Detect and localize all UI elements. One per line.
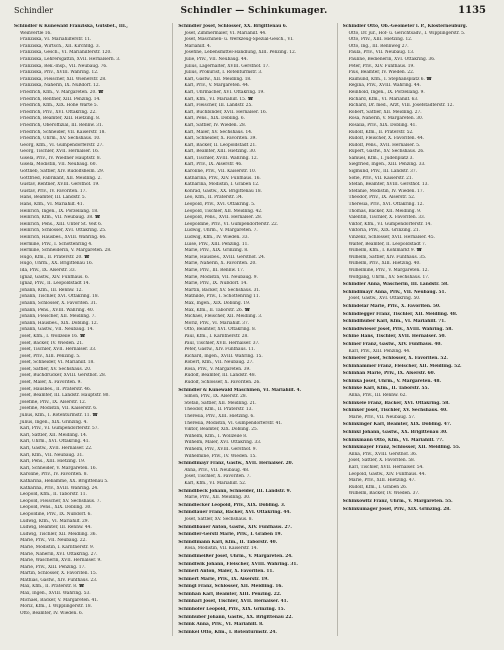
- directory-heading-entry: Schink Anna, Priv., VI. Mariahilf. 8.: [178, 622, 264, 628]
- directory-entry: Weinvertle 16.: [20, 30, 52, 36]
- directory-entry: Rudolf, Beamter, III. Landstr. 48.: [184, 373, 256, 379]
- directory-entry: Leopold, Gastw., XIV. Fünfhaus. 44.: [348, 471, 426, 477]
- directory-entry: Josef, Buchdrucker, XVIII. Gersthof. 28.: [20, 373, 107, 379]
- directory-entry: Siegfried, Ingen., XIII. Penzing. 33.: [348, 162, 426, 168]
- directory-entry: Leopold, Fleischer, XV. Sechshaus. 7.: [20, 498, 101, 504]
- directory-heading-entry: Schindler Josef, Schlosser, XX. Brigittenau 6.: [178, 24, 288, 29]
- directory-entry: Josef, Tischler, XVII. Hernalser. 33.: [20, 347, 97, 353]
- directory-entry: Rudolf, Kfm., II. Praterstr. 52.: [348, 129, 414, 135]
- directory-heading-entry: Schinkmayer Franz, Schlosser, XII. Meidling. 55.: [342, 445, 461, 451]
- directory-entry: Julius, Lagerhalter, XVIII. Gersthof. 17.: [184, 63, 270, 69]
- directory-heading-entry: Schindlhuber Karl, Kfm., VI. Mariahilf. 71.: [342, 319, 446, 325]
- directory-entry: Gisela, Priv., IV. Wiedner Hauptstr. 8.: [20, 155, 101, 161]
- directory-entry: Mathilde, Priv., I. Schottenring 11.: [184, 294, 260, 300]
- directory-entry: Pauline, Bedienerin, XVI. Ottakring. 36.: [348, 56, 436, 62]
- directory-entry: Leopoldine, Priv., VI. Gumpendorferstr. 22.: [184, 221, 279, 227]
- directory-entry: Marie, Priv., XIII. Hietzing. 47.: [348, 478, 416, 484]
- directory-heading-entry: Schinhofer Leopold, Priv., XIX. Grinzing. 15.: [178, 607, 286, 613]
- directory-entry: Regina, Priv., XVIII. Währing. 44.: [348, 83, 421, 89]
- directory-entry: Viktoria, Priv., XIX. Grinzing. 21.: [348, 228, 420, 234]
- directory-entry: Josef, Sattler, XV. Sechshaus. 20.: [20, 366, 92, 372]
- directory-entry: Karl, Tischler, XVIII. Währing. 12.: [184, 155, 258, 161]
- directory-entry: Karl, Schneider, V. Margareten. 16.: [20, 465, 97, 471]
- directory-heading-entry: Schinkumager Josef, Priv., XIX. Grinzing. 28.: [342, 506, 451, 512]
- column-1: [14, 23, 165, 636]
- directory-heading-entry: Schinhuber Johann, Gastw., XX. Brigittenau 22.: [178, 614, 293, 620]
- directory-entry: Gisela, Modistin, VII. Neubaug. 60.: [20, 162, 97, 168]
- directory-entry: Friedrich, Schneider, VII. Kaiserstr. 18.: [20, 129, 106, 135]
- directory-entry: Otto, Beamter, IV. Wieden. 6.: [20, 610, 84, 616]
- directory-entry: Theodor, Kfm., II. Praterstr. 13.: [184, 407, 253, 413]
- directory-entry: Karl, Uhrmacher, XVI. Ottakring. 19.: [184, 89, 265, 95]
- directory-entry: Karoline, Priv., VII. Kaiserstr. 10.: [184, 169, 257, 175]
- header-left-word: Schindler: [14, 6, 54, 15]
- directory-heading-entry: Schinke Karl, Kfm., II. Taborstr. 55.: [342, 386, 429, 392]
- directory-entry: Karl, Tischler, XVII. Hernalser. 54.: [348, 465, 424, 470]
- directory-entry: Hermine, Schneiderin, V. Margareten. 28.: [20, 248, 112, 254]
- directory-heading-entry: Schinkele Franz, Bäcker, XVI. Ottakring. 58.: [342, 400, 450, 406]
- directory-entry: Marie, Priv., III. Rennw. 17.: [184, 267, 245, 273]
- directory-heading-entry: Schindelar Marie, Priv., X. Favoriten. 50.: [342, 303, 441, 309]
- directory-entry: Viktor, Kfm., VI. Gumpendorferstr. 14.: [348, 221, 432, 227]
- directory-entry: Hans, Beamter, III. Landstr. 5.: [20, 195, 87, 201]
- page-header: [14, 6, 494, 20]
- directory-entry: Josef, Priv., XIII. Penzing. 5.: [20, 353, 81, 359]
- directory-entry: Josef, Maschinen- u. Werkzeug-Spezial-Gesch., VI.: [184, 37, 294, 43]
- directory-entry: Leopoldine, Priv., IX. Nußdorf. 6.: [20, 511, 92, 517]
- directory-heading-entry: Schinerl Anton, Maler, X. Favoriten. 11.: [178, 569, 274, 575]
- directory-entry: Georg, Kfm., VI. Gumpendorferstr. 27.: [20, 142, 104, 148]
- directory-entry: Anna, Priv., XVIII. Gersthof. 36.: [348, 451, 418, 457]
- directory-entry: Karl, Buchbinder, XVII. Hernalser. 16.: [184, 109, 268, 115]
- directory-heading-entry: Schinka Josef, Uhrm., V. Margareten. 48.: [342, 378, 441, 384]
- directory-entry: Franziska, Gesch., VI. Mariahilferstr. 120.: [20, 50, 112, 56]
- page-number: 1135: [458, 5, 486, 16]
- directory-entry: Katharina, Modistin, I. Graben 12.: [184, 182, 260, 188]
- directory-entry: Karl, Sattler, IV. Wieden. 28.: [184, 122, 247, 128]
- directory-entry: Karl, Priv., VI. Gumpendorferstr. 57.: [20, 426, 99, 432]
- directory-heading-entry: Schiner Franz, Gastw., XIV. Fünfhaus. 40.: [342, 341, 442, 347]
- directory-entry: Marie, Modistin, I. Kärntnerstr. 9.: [20, 544, 95, 550]
- directory-heading-entry: Schindler & Kunewald Franziska, Gutsbef., III.,: [14, 24, 128, 29]
- directory-entry: Karoline, Priv., IV. Favoriten. 8.: [20, 472, 88, 478]
- directory-entry: Karl, Bäcker, II. Leopoldstadt 21.: [184, 142, 257, 148]
- directory-entry: Wolfgang, Uhrm., XV. Sechshaus. 17.: [348, 274, 430, 280]
- directory-entry: Marie, Wäscherin, XVII. Hernalser. 9.: [20, 558, 102, 564]
- directory-entry: Josef, Tischler, X. Favoriten. 7.: [184, 474, 251, 480]
- directory-entry: Pius, Beamter, IV. Wieden. 22.: [348, 70, 415, 76]
- directory-entry: Theodor, Priv., IX. Alserstr. 52.: [348, 195, 416, 201]
- directory-entry: Ludwig, Kfm., VI. Mariahilf. 29.: [20, 518, 89, 524]
- directory-entry: Gustav, Rentner, XVIII. Gersthof. 19.: [20, 182, 100, 188]
- directory-heading-entry: Schinhan Marie, Priv., IX. Alserstr. 60.: [342, 371, 436, 377]
- directory-entry: Moriz, Kfm., I. Wipplingerstr. 18.: [20, 604, 92, 610]
- directory-entry: Johann, Fleischer, XII. Meidling. 7.: [20, 314, 96, 320]
- directory-entry: Stefan, Beamter, XVIII. Gersthof. 13.: [348, 182, 429, 188]
- directory-heading-entry: Schindler-Gerstl Marie, Priv., I. Graben 19.: [178, 532, 282, 538]
- directory-entry: Hugo, Uhrm., XX. Brigittenau 16.: [20, 261, 94, 267]
- directory-entry: Karl, Kfm., VI. Mariahilf. 15. ☎: [184, 96, 253, 102]
- directory-entry: Heinrich, Ingen., IX. Porzellang. 18.: [20, 208, 99, 214]
- directory-entry: Peter, Priv., XIV. Fünfhaus. 19.: [348, 63, 415, 69]
- directory-entry: Karl, Pens., XIII. Hietzing. 19.: [20, 459, 86, 465]
- directory-entry: Stefanie, Modistin, IV. Wieden. 17.: [348, 188, 425, 194]
- directory-entry: Sofie, Priv., VII. Kaiserstr. 21.: [348, 175, 413, 181]
- directory-entry: Raimund, Kfm., I. Stephansplatz 6. ☎: [348, 76, 432, 82]
- directory-entry: Leopold, Pens., XIX. Döbling. 30.: [20, 505, 92, 511]
- directory-entry: Katharina, Hebamme, XX. Brigittenau 5.: [20, 478, 109, 484]
- directory-entry: Josef, Beamter, III. Landstr. Hauptstr. 80.: [20, 393, 110, 399]
- directory-entry: Johann, Tischler, XVI. Ottakring. 18.: [20, 294, 99, 300]
- directory-entry: Johann, Pens., XVIII. Währing. 40.: [20, 307, 95, 313]
- directory-entry: Marie, Priv., XII. Meidling. 30.: [184, 495, 251, 501]
- directory-entry: Gottlieb, Sattler, XIV. Rudolfsheim. 29.: [20, 169, 105, 175]
- directory-entry: Hans, Kfm., VI. Mariahilf. 41.: [20, 202, 84, 208]
- directory-entry: Wilhelm, Kfm., I. Kohlmarkt 9. ☎: [348, 248, 422, 254]
- directory-entry: Franziska, Fleischer, XII. Wienerstr. 28.: [20, 76, 107, 82]
- directory-entry: Friedrich, Kfm., V. Margareten. 20. ☎: [20, 89, 104, 95]
- directory-entry: Josef, Hausbes., II. Praterstr. 46.: [20, 386, 92, 392]
- directory-entry: Moriz, Priv., VI. Mariahilf. 37.: [184, 320, 250, 326]
- directory-entry: Otto, Ing., III. Rennweg 27.: [348, 43, 409, 49]
- directory-heading-entry: Schinkinger Karl, Beamter, XIX. Döbling. 47.: [342, 422, 452, 428]
- directory-entry: Viktor, Beamter, XIX. Döbling. 25.: [184, 427, 259, 433]
- directory-entry: Paula, Priv., VII. Neubaug. 13.: [348, 50, 415, 56]
- directory-entry: Josef, Sattler, XV. Sechshaus. 8.: [184, 516, 253, 522]
- directory-heading-entry: Schinkowitz Franz, Uhrm., V. Margareten. 55.: [342, 498, 453, 504]
- directory-entry: Karl, Beamter, XIII. Hietzing. 30.: [184, 149, 257, 155]
- directory-heading-entry: Schinkel Otto, Kfm., I. Rotenturmstr. 24.: [178, 629, 277, 635]
- directory-entry: Karl, Gastw., XVII. Hernalser. 22.: [20, 446, 93, 451]
- directory-entry: Leopold, Kfm., II. Taborstr. 11.: [20, 492, 87, 498]
- directory-entry: Rosa, Priv., V. Margareten. 39.: [184, 366, 251, 372]
- directory-entry: Samuel, Kfm., I. Judenplatz 3.: [348, 155, 414, 161]
- directory-entry: Simon, Priv., IX. Alserstr. 28.: [184, 394, 247, 400]
- directory-entry: Marie, Priv., VII. Neubaug. 22.: [20, 538, 87, 544]
- directory-heading-entry: Schindlwieser Josef, Priv., XVIII. Währing. 58.: [342, 326, 453, 332]
- directory-entry: Karl, Uhrm., XVI. Ottakring. 41.: [20, 439, 90, 445]
- directory-entry: Stefan, Sattler, XII. Meidling. 21.: [184, 400, 257, 406]
- directory-heading-entry: Schindlmayr Franz, Gastw., XVII. Hernalser. 20.: [178, 461, 294, 467]
- directory-entry: Richard, Ingen., XVIII. Währing. 15.: [184, 353, 263, 359]
- directory-entry: Richard, Dr. med., Arzt, VIII. Josefstädterstr. 12.: [348, 103, 454, 109]
- directory-entry: Heinrich, Hausbes., XVIII. Währing. 66.: [20, 235, 107, 240]
- directory-entry: Marie, Näherin, X. Favoriten. 20.: [184, 261, 257, 267]
- directory-heading-entry: Schindlbauer Anton, Gastw., XIV. Fünfhaus. 27.: [178, 524, 292, 530]
- directory-heading-entry: Schinerer Josef, Schlosser, X. Favoriten. 52.: [342, 356, 448, 362]
- directory-entry: Richard, Kfm., VI. Mariahilf. 63.: [348, 96, 419, 102]
- directory-entry: Katharina, Priv., XVIII. Währing. 24.: [20, 485, 99, 491]
- directory-heading-entry: Schinert Marie, Priv., IX. Alserstr. 19.: [178, 576, 269, 582]
- directory-entry: Karl, Pens., XIX. Döbling. 6.: [184, 116, 245, 122]
- directory-entry: Paul, Tischler, XVII. Hernalser. 37.: [184, 340, 260, 346]
- directory-entry: Theresia, Modistin, VI. Gumpendorferstr. 41.: [184, 420, 283, 426]
- directory-entry: Rosalia, Priv., XIX. Döbling. 41.: [348, 122, 417, 128]
- directory-entry: Rudolf, Schlosser, X. Favoriten. 26.: [184, 380, 261, 386]
- directory-entry: Marie, Priv., XIII. Penzing. 17.: [20, 564, 86, 570]
- directory-entry: Valentin, Tischler, X. Favoriten. 33.: [348, 215, 426, 221]
- directory-entry: Karl, Priv., XIII. Penzing. 44.: [348, 348, 411, 354]
- directory-heading-entry: Schindler Otto, Ob.-Geometer i. P., Klosterneuburg.: [342, 24, 468, 29]
- directory-entry: Robert, Sattler, XII. Meidling. 27.: [348, 109, 422, 115]
- directory-entry: Leo, Kfm., II. Praterstr. 34.: [184, 195, 244, 201]
- directory-entry: Karl, Priv., IX. Alserstr. 46.: [184, 162, 243, 168]
- directory-heading-entry: Schinhan Karl, Beamter, XIII. Penzing. 22.: [178, 591, 282, 597]
- directory-entry: Sigmund, Priv., III. Landstr. 37.: [348, 169, 417, 175]
- directory-entry: Heinrich, Pens., XIII. Unter St. Veit 6.: [20, 221, 103, 227]
- directory-entry: Josef, Zimmermaler, VI. Mariahilf. 44.: [184, 30, 267, 36]
- directory-entry: Marie, Näherin, XVI. Ottakring. 27.: [20, 551, 98, 557]
- directory-entry: Otto, Dr. jur., Hof- u. Gerichtsadv., I. Wipplingerstr. 5.: [348, 30, 466, 36]
- directory-entry: Wilhelmine, Priv., IV. Wieden. 15.: [184, 453, 257, 459]
- directory-entry: Max, Kfm., II. Praterstr. 8. ☎: [20, 584, 85, 590]
- directory-entry: Konrad, Gastw., XX. Brigittenau 18.: [184, 188, 262, 194]
- directory-heading-entry: Schindlbeck Johann, Schneider, III. Landstr. 9.: [178, 488, 292, 494]
- directory-entry: Julie, Priv., VII. Neubaug. 44.: [184, 56, 248, 62]
- directory-entry: Johann, Kfm., III. Rennw. 12.: [20, 287, 83, 293]
- directory-entry: Rosa, Näherin, V. Margareten. 30.: [348, 116, 424, 122]
- directory-entry: Luise, Priv., XIII. Penzing. 11.: [184, 241, 249, 247]
- directory-entry: Wilhelmine, Priv., V. Margareten. 12.: [348, 267, 429, 273]
- directory-heading-entry: Schindlauer Franz, Bäcker, XVI. Ottakring. 44.: [178, 510, 291, 516]
- directory-entry: Franziska, Lehrersgattin, XVII. Hernalserh. 3.: [20, 56, 121, 62]
- directory-entry: Ludwig, Tischler, XII. Meidling. 36.: [20, 531, 97, 537]
- directory-entry: Johann, Hausbes., XIX. Döbling. 12.: [20, 320, 98, 326]
- directory-entry: Franziska, Priv., XVIII. Währing. 12.: [20, 70, 99, 76]
- directory-entry: Max, Ingen., XIX. Döbling. 19.: [184, 300, 251, 306]
- directory-entry: Karl, Kfm., VII. Neubaug. 31.: [20, 452, 84, 458]
- directory-entry: Marie, Priv., VII. Neubaug. 57.: [348, 414, 416, 420]
- directory-entry: Julius, Ingen., XIX. Grinzing. 4.: [20, 419, 88, 425]
- directory-entry: Josef, Bäcker, IV. Wieden. 21.: [20, 340, 84, 346]
- directory-entry: Ignaz, Gastw., XIV. Fünfhaus. 6.: [20, 274, 90, 280]
- directory-entry: Peter, Gastw., XIV. Fünfhaus. 11.: [184, 347, 256, 353]
- directory-entry: Theresia, Priv., XVI. Ottakring. 12.: [348, 202, 424, 208]
- directory-entry: Franziska, Wirtsch., XII. Kirchfdg. 3.: [20, 43, 100, 49]
- directory-heading-entry: Schingl Franz, Schlosser, XII. Meidling. 16.: [178, 584, 283, 590]
- directory-entry: Josef, Kfm., I. Wollzeile 16. ☎: [20, 333, 86, 339]
- directory-entry: Josef, Schneider, VI. Mariahilf. 18.: [20, 360, 95, 366]
- directory-entry: Ludwig, Beamter, III. Rennw. 44.: [20, 525, 92, 531]
- directory-heading-entry: Schindler & Kunewald Maschinen, VI. Mariahilf. 4.: [178, 387, 302, 393]
- directory-entry: Anna, Priv., III. Rennw. 62.: [348, 393, 407, 399]
- directory-entry: Mariahilf. 4.: [184, 43, 212, 49]
- directory-entry: Johann, Gastw., VII. Neubaug. 14.: [20, 327, 94, 333]
- directory-entry: Leopold, Priv., XVI. Ottakring. 5.: [184, 202, 256, 208]
- directory-entry: Robert, Kfm., VII. Neubaug. 27.: [184, 360, 254, 366]
- directory-entry: Ludwig, Uhrm., V. Margareten. 7.: [184, 228, 258, 234]
- directory-entry: Friedrich, Oberoffizial, III. Rennw. 31.: [20, 122, 104, 128]
- directory-heading-entry: Schindlmeißer Josef, Uhrm., V. Margareten. 24.: [178, 553, 293, 559]
- column-3: [337, 23, 494, 636]
- directory-heading-entry: Schinker Josef, Tischler, XV. Sechshaus. 40.: [342, 408, 448, 414]
- directory-entry: Leopold, Tischler, XII. Meidling. 42.: [184, 208, 263, 214]
- directory-entry: Gustav, Priv., IV. Favoriten. 17.: [20, 188, 87, 194]
- directory-entry: Rudolf, Fleischer, X. Favoriten. 44.: [348, 136, 425, 142]
- directory-entry: Otto, Beamter, XVI. Ottakring. 8.: [184, 327, 257, 333]
- directory-entry: Rudolf, Pens., XVII. Hernalser. 5.: [348, 142, 421, 148]
- directory-entry: Wilhelm, Priv., XIII. Hietzing. 40.: [348, 261, 421, 267]
- directory-heading-entry: Schindlmayr Anna, Priv., VII. Neubaug. 51.: [342, 289, 447, 295]
- directory-entry: Marie, Hausbes., XVIII. Gersthof. 24.: [184, 254, 266, 260]
- directory-entry: Josef, Gastw., XVI. Ottakring. 50.: [348, 296, 421, 302]
- column-2: [172, 23, 329, 636]
- directory-heading-entry: Schinkl Johann, Gastw., XX. Brigittenau 30.: [342, 430, 448, 436]
- directory-entry: Friedrich, Rentner, XIII. Penzing. 14.: [20, 96, 101, 102]
- directory-entry: Karl, Fleischer, III. Landstr. 25.: [184, 103, 253, 109]
- directory-entry: Martin, Schlosser, X. Favoriten. 15.: [20, 571, 98, 577]
- directory-entry: Karl, Maler, XV. Sechshaus. 14.: [184, 129, 253, 135]
- directory-entry: Friedrich, Kfm., XIX. Hohe Warte 5.: [20, 103, 98, 109]
- directory-entry: Marie, Priv., XIX. Grinzing. 8.: [184, 248, 249, 254]
- directory-entry: Ida, Priv., IX. Alserstr. 33.: [20, 267, 76, 273]
- directory-entry: Paul, Kfm., I. Kärntnerstr. 28.: [184, 333, 249, 339]
- directory-entry: Julius, Kfm., I. Rotenturmstr. 11. ☎: [20, 413, 98, 419]
- directory-entry: Ludwig, Kfm., IV. Wieden. 33.: [184, 235, 249, 240]
- directory-entry: Hermine, Priv., I. Schottenring 4.: [20, 241, 93, 247]
- directory-entry: Theresia, Priv., XIII. Hietzing. 6.: [184, 414, 255, 420]
- directory-entry: Karl, Kfm., VI. Mariahilf. 52.: [184, 480, 247, 486]
- directory-entry: Gottfried, Fabrikant, XII. Meidling. 2.: [20, 175, 102, 181]
- directory-entry: Martin, Bäcker, XV. Sechshaus. 31.: [184, 287, 261, 293]
- directory-entry: Wilhelm, Sattler, XIV. Fünfhaus. 35.: [348, 254, 427, 260]
- directory-entry: Leopold, Pens., XVII. Hernalser. 28.: [184, 215, 263, 221]
- directory-entry: Josefine, Lebensmittel-Handlung, XIII. Penzing. 12.: [184, 50, 297, 56]
- directory-entry: Julius, Prokurist, I. Rotenturmstr. 3.: [184, 70, 263, 76]
- directory-heading-entry: Schindlegger Franz, Tischler, XII. Meidling. 48.: [342, 311, 458, 317]
- directory-entry: Katharina, Priv., XIV. Fünfhaus. 16.: [184, 175, 261, 181]
- directory-entry: Rosa, Modistin, VII. Kaiserstr. 14.: [184, 546, 258, 552]
- directory-entry: Franziska, Rek.-Insp., VII. Neubaug. 76.: [20, 63, 108, 69]
- directory-entry: Karl, Gastw., XII. Meidling. 18.: [184, 76, 252, 82]
- directory-entry: Josefine, Modistin, VII. Kaiserstr. 6.: [20, 406, 98, 412]
- directory-entry: Franziska, VI. Mariahilferstr. 11.: [20, 37, 92, 43]
- directory-entry: Wilhelm, Kfm., I. Wollzeile 8.: [184, 433, 248, 439]
- directory-heading-entry: Schindlmann Karl, Kfm., II. Taborstr. 40.: [178, 539, 278, 545]
- directory-entry: Reinhold, Ingen., IX. Porzellang. 9.: [348, 89, 425, 95]
- directory-entry: Josefine, Priv., IX. Alserstr. 12.: [20, 399, 87, 405]
- directory-heading-entry: Schinharl Josef, Tischler, XVII. Hernalser. 41.: [178, 599, 289, 605]
- directory-heading-entry: Schinkmann Otto, Kfm., VI. Mariahilf. 77.: [342, 437, 444, 443]
- directory-entry: Karl, Priv., V. Margareten. 44.: [184, 83, 250, 89]
- directory-entry: Vinzenz, Schlosser, XVII. Hernalser. 45.: [348, 235, 435, 240]
- directory-entry: Wilhelm, Maler, XVI. Ottakring. 33.: [184, 440, 262, 446]
- directory-entry: Wilhelm, Bäcker, IV. Wieden. 37.: [348, 491, 420, 497]
- directory-entry: Anna, Priv., VII. Neubaug. 48.: [184, 467, 250, 473]
- directory-entry: Josef, Maler, X. Favoriten. 9.: [20, 380, 82, 386]
- directory-entry: Max, Ingen., XVIII. Währing. 53.: [20, 591, 91, 597]
- directory-entry: Friedrich, Beamter, XIII. Hietzing. 8.: [20, 116, 101, 122]
- directory-entry: Karl, Sattler, XII. Meidling. 14.: [20, 432, 88, 438]
- directory-entry: Max, Kfm., II. Taborstr. 26. ☎: [184, 307, 250, 313]
- directory-entry: Mathias, Gastw., XIV. Fünfhaus. 23.: [20, 577, 98, 583]
- directory-entry: Ignaz, Priv., II. Leopoldstadt 14.: [20, 281, 90, 287]
- directory-entry: Hugo, Kfm., II. Praterstr. 20. ☎: [20, 254, 90, 260]
- directory-entry: Georg, Tischler, XVII. Hernalser. 16.: [20, 149, 100, 155]
- directory-entry: Franziska, Näherin, IX. Nußdorf. 12.: [20, 83, 100, 89]
- directory-heading-entry: Schindlwik Johann, Fleischer, XVIII. Währing. 31.: [178, 561, 298, 567]
- running-title: Schindler — Schinkumager.: [180, 6, 328, 16]
- directory-entry: Rudolf, Kfm., I. Graben 26.: [348, 484, 408, 490]
- directory-entry: Michael, Bäcker, V. Margareten. 41.: [20, 597, 99, 603]
- directory-entry: Marie, Modistin, VII. Neubaug. 9.: [184, 274, 258, 280]
- directory-heading-entry: Schindler Anna, Wäscherin, III. Landstr. 58.: [342, 282, 449, 288]
- directory-entry: Otto, Priv., XIII. Hietzing. 12.: [348, 37, 413, 43]
- directory-entry: Karl, Schneider, X. Favoriten. 39.: [184, 136, 257, 142]
- columns: [14, 23, 494, 636]
- directory-entry: Thomas, Bäcker, XII. Meidling. 9.: [348, 208, 422, 214]
- directory-entry: Friedrich, Uhrm., XV. Sechshaus. 10.: [20, 136, 101, 142]
- directory-entry: Heinrich, Kfm., VII. Neubaug. 38. ☎: [20, 215, 101, 221]
- directory-heading-entry: Schine Hans, Tischler, XVII. Hernalser. 50.: [342, 334, 446, 340]
- directory-entry: Johann, Schlosser, X. Favoriten. 31.: [20, 300, 98, 306]
- directory-entry: Michael, Fleischer, XII. Meidling. 3.: [184, 314, 263, 320]
- directory-heading-entry: Schindlecker Leopold, Priv., XIX. Döbling. 3.: [178, 502, 286, 508]
- directory-entry: Friedrich, Priv., XVI. Ottakring. 22.: [20, 109, 97, 115]
- directory-entry: Rupert, Gastw., XV. Sechshaus. 26.: [348, 149, 425, 155]
- directory-entry: Walter, Beamter, II. Leopoldstadt 7.: [348, 241, 427, 247]
- directory-entry: Heinrich, Schlosser, XVI. Ottakring. 25.: [20, 228, 107, 234]
- directory-heading-entry: Schinhammer Franz, Fleischer, XII. Meidling. 52.: [342, 363, 462, 369]
- directory-entry: Marie, Priv., IX. Nußdorf. 14.: [184, 281, 248, 287]
- directory-entry: Wilhelm, Priv., XVIII. Gersthof. 9.: [184, 447, 257, 452]
- directory-entry: Josef, Sattler, X. Favoriten. 58.: [348, 458, 416, 464]
